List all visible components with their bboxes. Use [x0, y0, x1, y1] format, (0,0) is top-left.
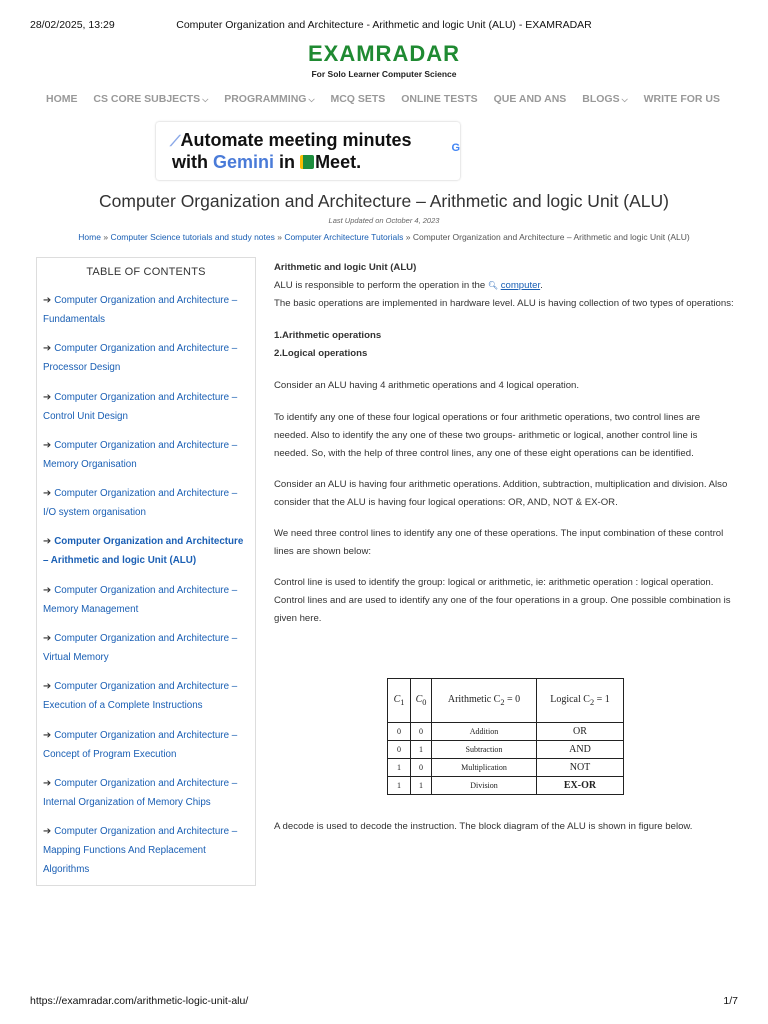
paragraph: A decode is used to decode the instruction. The block diagram of the ALU is shown in figure below. — [274, 821, 693, 832]
cell: AND — [537, 741, 624, 759]
cell: 0 — [388, 741, 411, 759]
operation-type: 2.Logical operations — [274, 348, 368, 359]
table-of-contents — [36, 257, 256, 886]
paragraph: Consider an ALU having 4 arithmetic operations and 4 logical operation. — [274, 380, 580, 391]
cell: 0 — [411, 759, 432, 777]
header-logical: Logical $C_2 = 1$ — [537, 679, 624, 723]
computer-link[interactable]: computer — [500, 280, 541, 291]
nav-programming[interactable]: PROGRAMMING ⌵ — [224, 93, 315, 105]
toc-item[interactable]: ➔ Computer Organization and Architecture – Processor Design — [43, 343, 238, 374]
arrow-right-icon: ➔ — [43, 343, 52, 355]
cell: 1 — [411, 777, 432, 795]
table-row — [388, 723, 624, 741]
toc-title: TABLE OF CONTENTS — [86, 266, 206, 278]
breadcrumb-home[interactable]: Home — [78, 232, 101, 242]
operations-table — [387, 678, 624, 795]
print-doc-title: Computer Organization and Architecture - Arithmetic and logic Unit (ALU) - EXAMRADAR — [176, 19, 592, 31]
toc-item[interactable]: ➔ Computer Organization and Architecture – Virtual Memory — [43, 633, 238, 664]
nav-mcq-sets[interactable]: MCQ SETS — [330, 93, 386, 105]
toc-item-active[interactable]: ➔ Computer Organization and Architecture – Arithmetic and logic Unit (ALU) — [43, 536, 244, 567]
paragraph: To identify any one of these four logical operations or four arithmetic operations, two control lines are needed. Also to identify the any one of these two groups- arithmetic or logical, another control line is needed. So, with the help of three control lines, any one of these eight operations can be identified. — [274, 412, 701, 459]
nav-blogs[interactable]: BLOGS ⌵ — [582, 93, 628, 105]
toc-list — [43, 291, 247, 876]
toc-item[interactable]: ➔ Computer Organization and Architecture – I/O system organisation — [43, 488, 238, 519]
cell: NOT — [537, 759, 624, 777]
arrow-right-icon: ➔ — [43, 633, 52, 645]
article-content — [274, 259, 734, 628]
toc-item[interactable]: ➔ Computer Organization and Architecture – Internal Organization of Memory Chips — [43, 777, 238, 808]
cell: OR — [537, 723, 624, 741]
table-row — [388, 777, 624, 795]
chevron-down-icon: ⌵ — [621, 95, 628, 104]
arrow-right-icon: ➔ — [43, 439, 52, 451]
toc-item[interactable]: ➔ Computer Organization and Architecture – Memory Organisation — [43, 439, 238, 470]
toc-item[interactable]: ➔ Computer Organization and Architecture – Mapping Functions And Replacement Algorithms — [43, 826, 238, 876]
nav-write-for-us[interactable]: WRITE FOR US — [643, 93, 720, 105]
breadcrumb: Home » Computer Science tutorials and study notes » Computer Architecture Tutorials » Computer Organization and Architecture – Arithmetic and logic Unit (ALU) — [78, 232, 690, 242]
arrow-right-icon: ➔ — [43, 391, 52, 403]
header-c0: $C_0$ — [411, 679, 432, 723]
arrow-right-icon: ➔ — [43, 536, 52, 548]
arrow-right-icon: ➔ — [43, 777, 52, 789]
chevron-down-icon: ⌵ — [308, 95, 315, 104]
arrow-right-icon: ➔ — [43, 826, 52, 838]
cell: 0 — [388, 723, 411, 741]
site-logo[interactable]: EXAMRADAR — [308, 41, 460, 66]
magic-wand-icon: ⟋ — [170, 133, 181, 150]
cell: 1 — [411, 741, 432, 759]
cell: EX-OR — [537, 777, 624, 795]
paragraph: Consider an ALU is having four arithmetic operations. Addition, subtraction, multiplication and division. Also consider that the ALU is having four logical operations: OR, AND, NOT & EX-OR. — [274, 479, 728, 508]
toc-item[interactable]: ➔ Computer Organization and Architecture – Execution of a Complete Instructions — [43, 681, 238, 712]
cell: 0 — [411, 723, 432, 741]
article-content-bottom — [274, 818, 734, 836]
table-header-row — [388, 679, 624, 723]
breadcrumb-current: Computer Organization and Architecture – Arithmetic and logic Unit (ALU) — [412, 232, 690, 242]
toc-item[interactable]: ➔ Computer Organization and Architecture – Concept of Program Execution — [43, 729, 238, 760]
table-row — [388, 741, 624, 759]
paragraph: ALU is responsible to perform the operation in the 🔍︎ computer. — [274, 280, 543, 291]
paragraph: Control line is used to identify the group: logical or arithmetic, ie: arithmetic operation : logical operation. — [274, 577, 714, 588]
arrow-right-icon: ➔ — [43, 584, 52, 596]
ad-banner[interactable] — [156, 122, 460, 180]
content-heading: Arithmetic and logic Unit (ALU) — [274, 262, 417, 273]
toc-item[interactable]: ➔ Computer Organization and Architecture – Memory Management — [43, 584, 238, 615]
operation-type: 1.Arithmetic operations — [274, 330, 382, 341]
ad-line1: ⟋Automate meeting minutes — [170, 130, 412, 150]
header-arithmetic: Arithmetic $C_2 = 0$ — [432, 679, 537, 723]
search-icon: 🔍︎ — [487, 281, 499, 290]
arrow-right-icon: ➔ — [43, 488, 52, 500]
page-title: Computer Organization and Architecture – Arithmetic and logic Unit (ALU) — [99, 191, 669, 211]
cell: Division — [432, 777, 537, 795]
breadcrumb-cs-tutorials[interactable]: Computer Science tutorials and study notes — [110, 232, 275, 242]
chevron-down-icon: ⌵ — [202, 95, 209, 104]
toc-item[interactable]: ➔ Computer Organization and Architecture – Fundamentals — [43, 295, 238, 325]
main-nav — [46, 93, 720, 105]
table-row — [388, 759, 624, 777]
last-updated: Last Updated on October 4, 2023 — [328, 216, 440, 225]
cell: 1 — [388, 759, 411, 777]
cell: Addition — [432, 723, 537, 741]
print-page-number: 1/7 — [723, 995, 738, 1007]
toc-item[interactable]: ➔ Computer Organization and Architecture – Control Unit Design — [43, 391, 238, 422]
paragraph: The basic operations are implemented in hardware level. ALU is having collection of two types of operations: — [274, 298, 734, 309]
nav-cs-core-subjects[interactable]: CS CORE SUBJECTS ⌵ — [93, 93, 209, 105]
site-tagline: For Solo Learner Computer Science — [311, 69, 457, 79]
print-datetime: 28/02/2025, 13:29 — [30, 19, 115, 31]
print-url: https://examradar.com/arithmetic-logic-unit-alu/ — [30, 995, 249, 1007]
nav-home[interactable]: HOME — [46, 93, 78, 105]
nav-online-tests[interactable]: ONLINE TESTS — [401, 93, 478, 105]
cell: Subtraction — [432, 741, 537, 759]
ad-line2: with Gemini in Meet. — [172, 152, 362, 172]
paragraph: We need three control lines to identify any one of these operations. The input combination of these control lines are shown below: — [274, 528, 724, 557]
google-icon: G — [451, 142, 460, 154]
arrow-right-icon: ➔ — [43, 681, 52, 693]
nav-que-and-ans[interactable]: QUE AND ANS — [493, 93, 567, 105]
breadcrumb-architecture[interactable]: Computer Architecture Tutorials — [284, 232, 404, 242]
arrow-right-icon: ➔ — [43, 729, 52, 741]
meet-icon — [300, 155, 314, 169]
paragraph: Control lines and are used to identify any one of the four operations in a group. One possible combination is given here. — [274, 595, 731, 624]
cell: 1 — [388, 777, 411, 795]
header-c1: $C_1$ — [388, 679, 411, 723]
cell: Multiplication — [432, 759, 537, 777]
arrow-right-icon: ➔ — [43, 295, 52, 306]
